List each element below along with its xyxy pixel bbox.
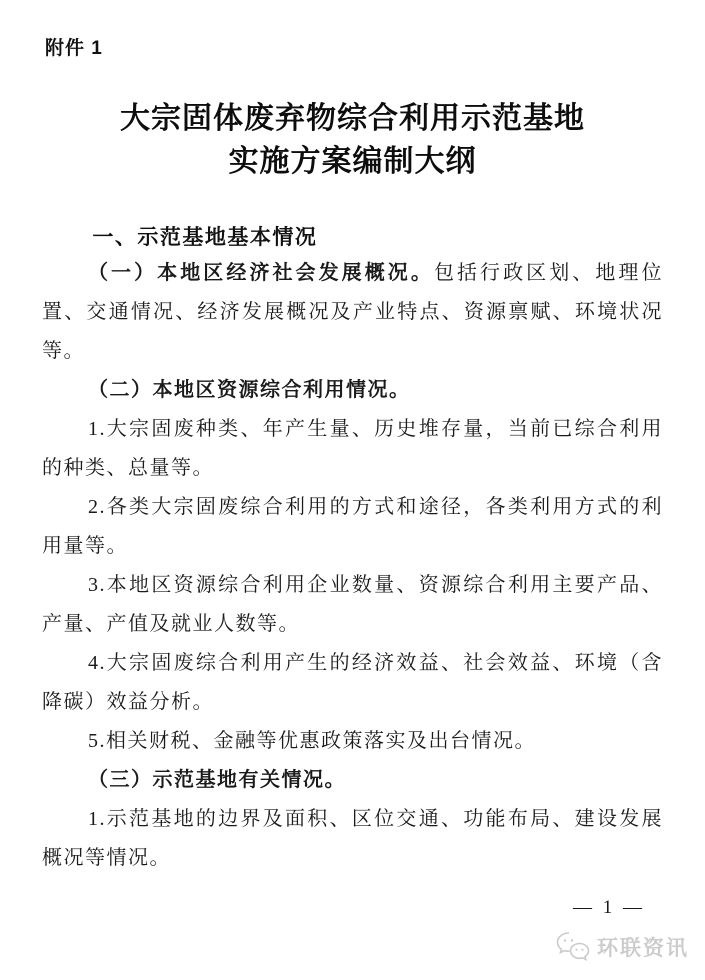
document-title-line1: 大宗固体废弃物综合利用示范基地 — [120, 102, 585, 135]
document-body — [42, 254, 663, 878]
page-number: — 1 — — [573, 897, 645, 918]
body-paragraph — [42, 254, 663, 371]
section-heading: 一、示范基地基本情况 — [92, 226, 318, 249]
paragraph-lead: （一）本地区经济社会发展概况。 — [88, 262, 434, 284]
paragraph-text: 1.示范基地的边界及面积、区位交通、功能布局、建设发展概况等情况。 — [42, 808, 663, 869]
body-paragraph — [42, 722, 663, 761]
paragraph-text: 2.各类大宗固废综合利用的方式和途径，各类利用方式的利用量等。 — [42, 496, 663, 557]
paragraph-lead: （二）本地区资源综合利用情况。 — [88, 379, 411, 401]
paragraph-text: 5.相关财税、金融等优惠政策落实及出台情况。 — [88, 730, 536, 752]
body-paragraph — [42, 644, 663, 722]
body-paragraph — [42, 566, 663, 644]
body-paragraph — [42, 410, 663, 488]
body-paragraph — [42, 761, 663, 800]
paragraph-lead: （三）示范基地有关情况。 — [88, 769, 346, 791]
body-paragraph — [42, 371, 663, 410]
paragraph-text: 包括行政区划、地理位置、交通情况、经济发展概况及产业特点、资源禀赋、环境状况等。 — [42, 262, 663, 362]
attachment-label: 附件 1 — [45, 38, 103, 59]
watermark-label: 环联资讯 — [597, 937, 689, 960]
paragraph-text: 3.本地区资源综合利用企业数量、资源综合利用主要产品、产量、产值及就业人数等。 — [42, 574, 663, 635]
body-paragraph — [42, 488, 663, 566]
body-paragraph — [42, 800, 663, 878]
chat-bubbles-logo-icon — [556, 931, 590, 963]
paragraph-text: 4.大宗固废综合利用产生的经济效益、社会效益、环境（含降碳）效益分析。 — [42, 652, 663, 713]
watermark — [556, 931, 689, 963]
document-title-line2: 实施方案编制大纲 — [228, 145, 477, 178]
paragraph-text: 1.大宗固废种类、年产生量、历史堆存量，当前已综合利用的种类、总量等。 — [42, 418, 663, 479]
document-title — [0, 97, 705, 183]
